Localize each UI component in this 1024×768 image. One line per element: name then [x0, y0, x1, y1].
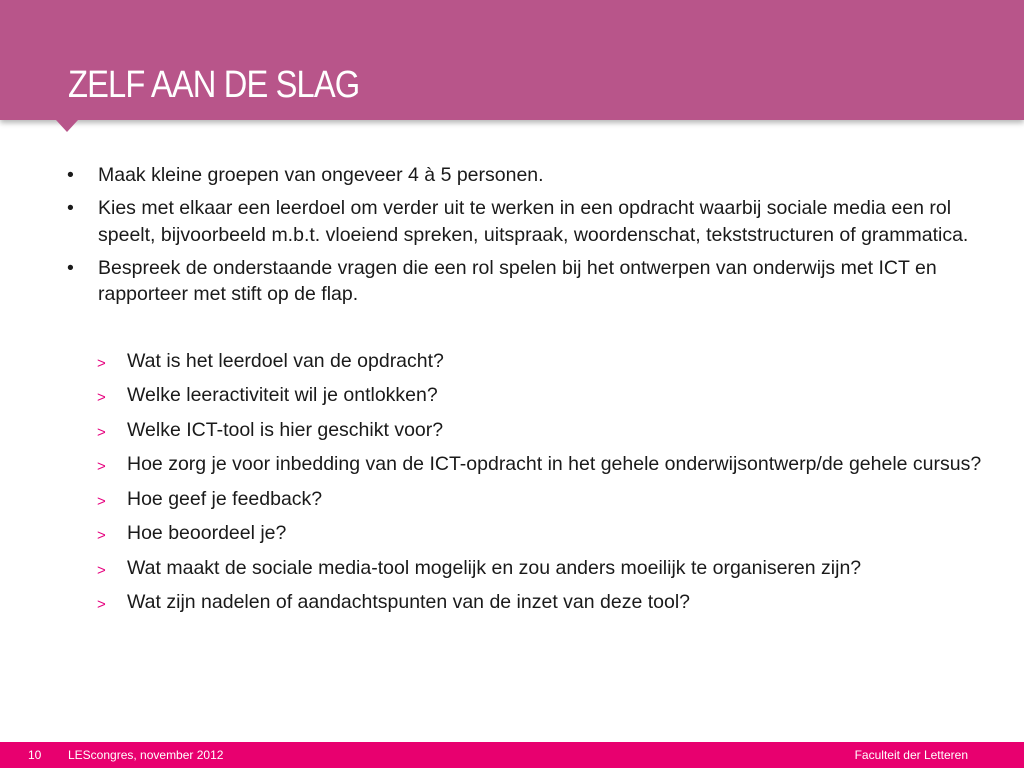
bullet-item: [0, 255, 1024, 308]
chevron-right-icon: >: [97, 458, 106, 475]
question-item: [0, 555, 1024, 582]
question-text: Welke ICT-tool is hier geschikt voor?: [127, 418, 444, 441]
bullet-text: Maak kleine groepen van ongeveer 4 à 5 personen.: [98, 164, 544, 186]
question-text: Wat maakt de sociale media-tool mogelijk en zou anders moeilijk te organiseren zijn?: [127, 556, 862, 579]
event-label: LEScongres, november 2012: [68, 748, 224, 762]
question-text: Welke leeractiviteit wil je ontlokken?: [127, 384, 438, 406]
bullet-item: [0, 195, 1024, 248]
slide-title: ZELF AAN DE SLAG: [68, 64, 360, 106]
bullet-dot-icon: •: [67, 197, 74, 219]
chevron-right-icon: >: [97, 354, 106, 372]
bullet-list: [0, 162, 1024, 308]
chevron-right-icon: >: [97, 527, 106, 544]
bullet-text: Bespreek de onderstaande vragen die een rol spelen bij het ontwerpen van onderwijs met ICT en rapporteer met stift op de flap.: [98, 256, 937, 305]
question-text: Hoe zorg je voor inbedding van de ICT-opdracht in het gehele onderwijsontwerp/de gehele cursus?: [127, 453, 982, 475]
bullet-dot-icon: •: [67, 164, 74, 186]
title-bar: [0, 0, 1024, 120]
title-bar-pointer: [56, 120, 78, 132]
faculty-label: Faculteit der Letteren: [854, 748, 968, 762]
question-item: [0, 417, 1024, 444]
page-number: 10: [28, 748, 42, 762]
question-item: [0, 348, 1024, 375]
question-text: Wat zijn nadelen of aandachtspunten van de inzet van deze tool?: [127, 591, 691, 613]
question-item: [0, 589, 1024, 616]
question-item: [0, 382, 1024, 409]
chevron-right-icon: >: [97, 492, 106, 510]
bullet-text: Kies met elkaar een leerdoel om verder uit te werken in een opdracht waarbij sociale media een rol speelt, bijvoorbeeld m.b.t. vloeiend spreken, uitspraak, woordenschat, tekststructuren of grammatica.: [98, 197, 969, 246]
footer-bar: [0, 742, 1024, 768]
question-text: Wat is het leerdoel van de opdracht?: [127, 349, 444, 372]
slide-content: [0, 162, 1024, 624]
bullet-item: [0, 162, 1024, 189]
bullet-dot-icon: •: [67, 256, 74, 279]
question-item: [0, 520, 1024, 547]
question-text: Hoe geef je feedback?: [127, 487, 323, 510]
question-list: [0, 348, 1024, 616]
chevron-right-icon: >: [97, 389, 106, 406]
chevron-right-icon: >: [97, 561, 106, 579]
chevron-right-icon: >: [97, 596, 106, 613]
question-text: Hoe beoordeel je?: [127, 522, 287, 544]
question-item: [0, 451, 1024, 478]
question-item: [0, 486, 1024, 513]
chevron-right-icon: >: [97, 423, 106, 441]
